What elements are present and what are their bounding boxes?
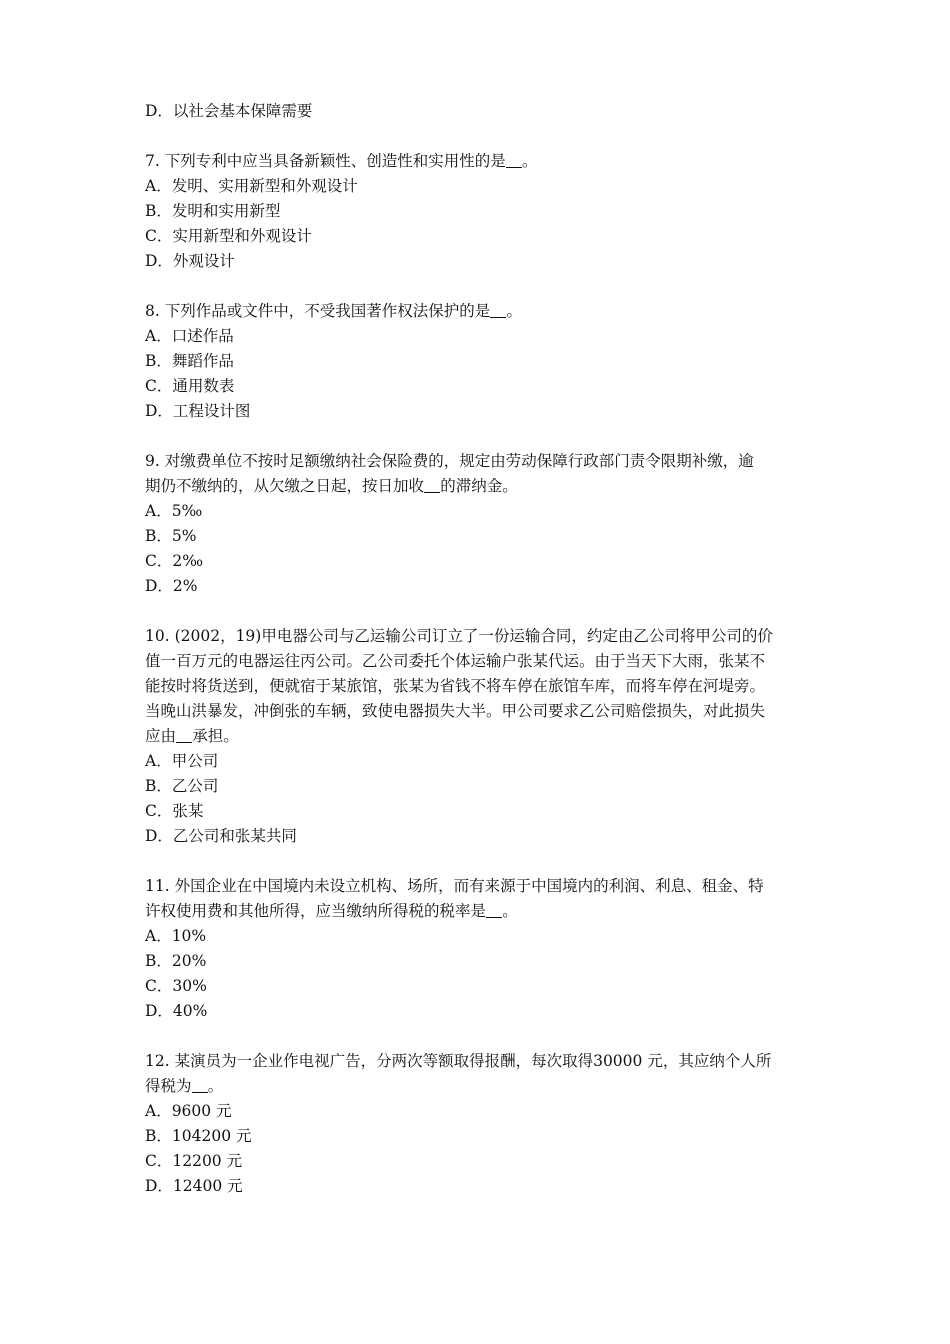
q12-option-b: B．104200 元 [145,1127,252,1145]
q9-stem-line-1: 9. 对缴费单位不按时足额缴纳社会保险费的，规定由劳动保障行政部门责令限期补缴，逾 [145,452,754,470]
answer-blank [490,302,506,319]
q10-stem-line-2: 值一百万元的电器运往丙公司。乙公司委托个体运输户张某代运。由于当天下大雨，张某不 [145,652,766,670]
q12-option-c: C．12200 元 [145,1152,243,1170]
q12-stem-line-1: 12. 某演员为一企业作电视广告，分两次等额取得报酬，每次取得30000 元，其应纳个人所 [145,1052,772,1070]
q11-option-d: D．40% [145,1002,208,1020]
q9-option-a: A．5‰ [145,502,203,520]
q8-option-b: B．舞蹈作品 [145,352,234,370]
q12-stem-line-2 [145,1074,815,1099]
answer-blank [176,727,192,744]
answer-blank [506,152,522,169]
q9-option-c: C．2‰ [145,552,204,570]
q7-option-d: D．外观设计 [145,252,235,270]
q11-stem-end: 。 [502,902,518,920]
q10-option-a: A．甲公司 [145,752,219,770]
q12-option-a: A．9600 元 [145,1102,232,1120]
q10-stem-end: 承担。 [192,727,239,745]
q8-stem-text: 8. 下列作品或文件中，不受我国著作权法保护的是 [145,302,491,320]
q12-stem-text: 得税为 [145,1077,192,1095]
q7-option-b: B．发明和实用新型 [145,202,281,220]
q11-stem-line-1: 11. 外国企业在中国境内未设立机构、场所，而有来源于中国境内的利润、利息、租金、特 [145,877,764,895]
q12-option-d: D．12400 元 [145,1177,243,1195]
q9-stem-end: 的滞纳金。 [440,477,518,495]
q10-stem-line-3: 能按时将货送到，便就宿于某旅馆，张某为省钱不将车停在旅馆车库，而将车停在河堤旁。 [145,677,766,695]
q11-option-a: A．10% [145,927,207,945]
q8-stem [145,299,815,324]
q9-option-b: B．5% [145,527,197,545]
q10-stem-line-5 [145,724,815,749]
q11-option-b: B．20% [145,952,207,970]
q11-stem-text: 许权使用费和其他所得，应当缴纳所得税的税率是 [145,902,487,920]
q9-stem-text: 期仍不缴纳的，从欠缴之日起，按日加收 [145,477,425,495]
q8-option-d: D．工程设计图 [145,402,251,420]
q7-stem-text: 7. 下列专利中应当具备新颖性、创造性和实用性的是 [145,152,506,170]
q7-option-c: C．实用新型和外观设计 [145,227,312,245]
q7-stem [145,149,815,174]
answer-blank [424,477,440,494]
exam-content [145,99,815,1199]
q8-option-c: C．通用数表 [145,377,235,395]
q10-stem-line-4: 当晚山洪暴发，冲倒张的车辆，致使电器损失大半。甲公司要求乙公司赔偿损失，对此损失 [145,702,766,720]
q10-stem-line-1: 10. (2002，19)甲电器公司与乙运输公司订立了一份运输合同，约定由乙公司将甲公司的价 [145,627,773,645]
q8-stem-end: 。 [506,302,522,320]
answer-blank [486,902,502,919]
q9-stem-line-2 [145,474,815,499]
q10-option-c: C．张某 [145,802,204,820]
answer-blank [192,1077,208,1094]
q11-option-c: C．30% [145,977,207,995]
q11-stem-line-2 [145,899,815,924]
q10-stem-text: 应由 [145,727,177,745]
q9-option-d: D．2% [145,577,198,595]
q7-stem-end: 。 [521,152,538,170]
q10-option-d: D．乙公司和张某共同 [145,827,297,845]
q12-stem-end: 。 [207,1077,224,1095]
q7-option-a: A．发明、实用新型和外观设计 [145,177,358,195]
q8-option-a: A．口述作品 [145,327,234,345]
q6-option-d: D．以社会基本保障需要 [145,102,313,120]
q10-option-b: B．乙公司 [145,777,219,795]
